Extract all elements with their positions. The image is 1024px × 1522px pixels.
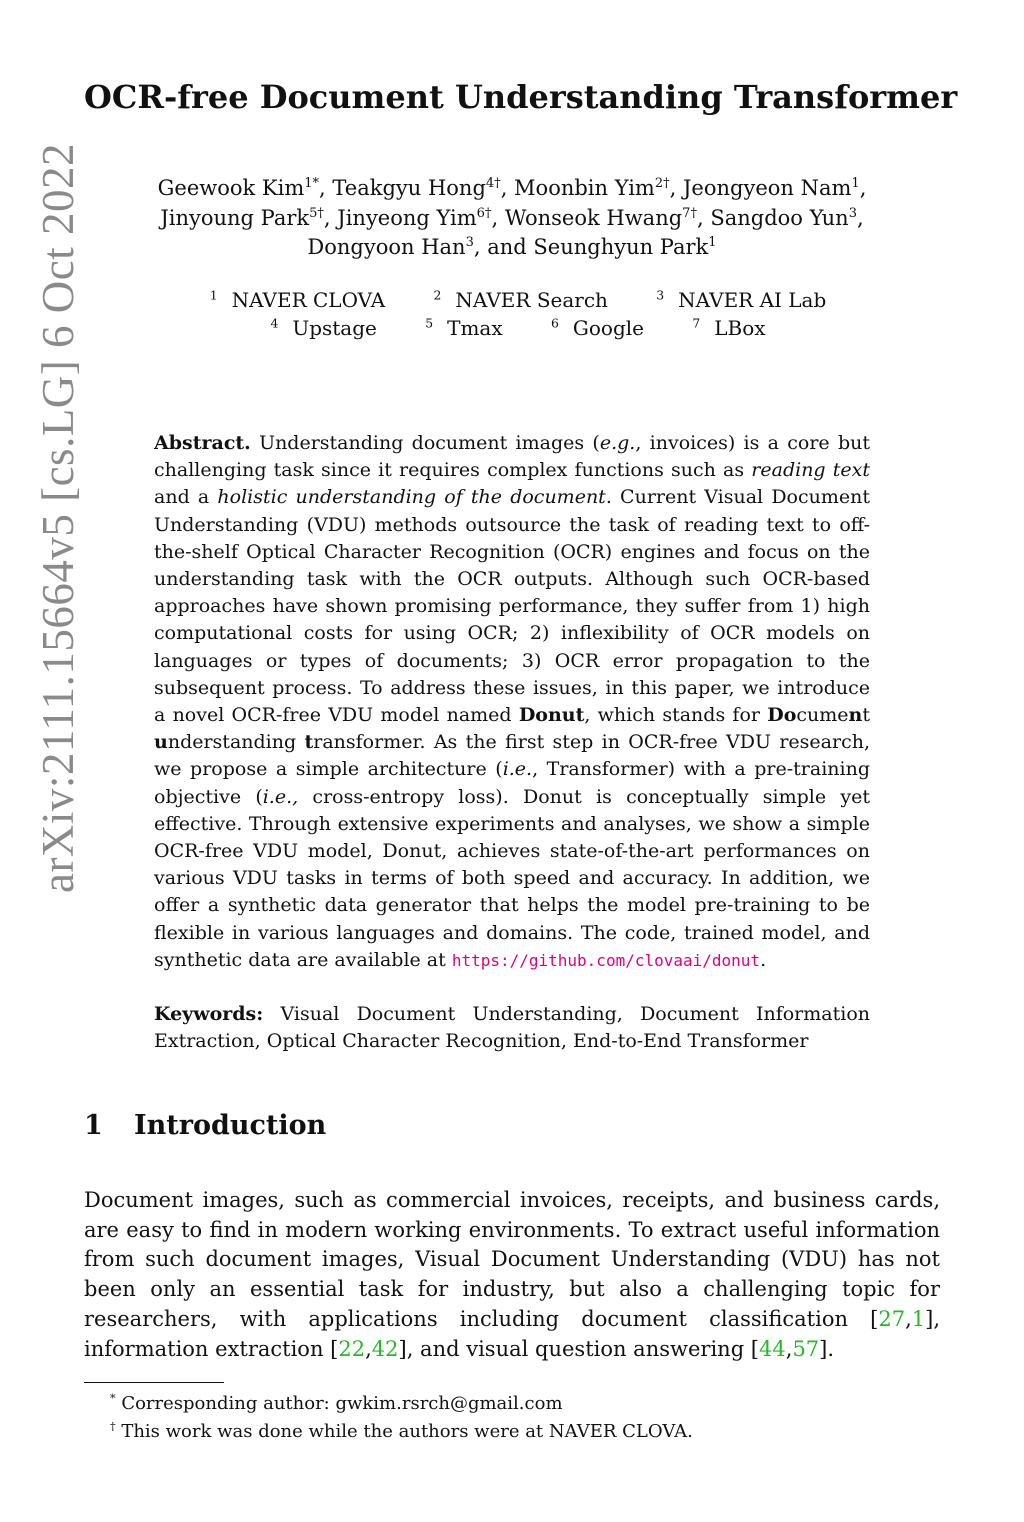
affiliation: $^2$ NAVER Search bbox=[433, 287, 608, 312]
author-list: Geewook Kim$^{1*}$, Teakgyu Hong$^{4\dagger}$, Moonbin Yim$^{2\dagger}$, Jeongyeon Nam$^1$, Jinyoung Park$^{5\dagger}$, Jinyeong Yim$^{6\dagger}$, Wonseok Hwang$^{7\dagger}$, Sangdoo Yun$^3$, Dongyoon Han$^3$, and Seunghyun Park$^1$ bbox=[157, 176, 867, 259]
citation-link[interactable]: 44 bbox=[759, 1336, 786, 1361]
abstract: Abstract. Understanding document images (e.g., invoices) is a core but challenging task since it requires complex functions such as reading text and a holistic understanding of the document. Current Visual Document Understanding (VDU) methods outsource the task of reading text to off-the-shelf Optical Character Recognition (OCR) engines and focus on the understanding task with the OCR outputs. Although such OCR-based approaches have shown promising performance, they suffer from 1) high computational costs for using OCR; 2) inflexibility of OCR models on languages or types of documents; 3) OCR error propagation to the subsequent process. To address these issues, in this paper, we introduce a novel OCR-free VDU model named Donut, which stands for Document understanding transformer. As the first step in OCR-free VDU research, we propose a simple architecture (i.e., Transformer) with a pre-training objective (i.e., cross-entropy loss). Donut is conceptually simple yet effective. Through extensive experiments and analyses, we show a simple OCR-free VDU model, Donut, achieves state-of-the-art performances on various VDU tasks in terms of both speed and accuracy. In addition, we offer a synthetic data generator that helps the model pre-training to be flexible in various languages and domains. The code, trained model, and synthetic data are available at https://github.com/clovaai/donut. bbox=[154, 432, 870, 971]
introduction-paragraph: Document images, such as commercial invoices, receipts, and business cards, are easy to find in modern working environments. To extract useful information from such document images, Visual Document Understanding (VDU) has not been only an essential task for industry, but also a challenging topic for researchers, with applications including document classification [27,1], information extraction [22,42], and visual question answering [44,57]. bbox=[84, 1188, 940, 1361]
paper-title: OCR-free Document Understanding Transformer bbox=[84, 78, 958, 116]
author: Teakgyu Hong$^{4\dagger}$ bbox=[332, 176, 501, 200]
github-link[interactable]: https://github.com/clovaai/donut bbox=[451, 950, 761, 970]
affiliation: $^7$ LBox bbox=[692, 315, 766, 340]
footnotes bbox=[110, 1390, 910, 1446]
affiliation: $^1$ NAVER CLOVA bbox=[209, 287, 386, 312]
author: Jinyeong Yim$^{6\dagger}$ bbox=[337, 205, 492, 230]
citation-link[interactable]: 57 bbox=[792, 1336, 820, 1361]
abstract-label: Abstract. bbox=[154, 432, 251, 454]
keywords: Keywords: Visual Document Understanding, Document Information Extraction, Optical Character Recognition, End-to-End Transformer bbox=[154, 1003, 870, 1053]
affiliation: $^6$ Google bbox=[551, 315, 644, 340]
model-name: Donut bbox=[518, 704, 585, 727]
author: Dongyoon Han$^3$ bbox=[307, 235, 474, 259]
citation-link[interactable]: 1 bbox=[911, 1306, 926, 1331]
affiliation: $^3$ NAVER AI Lab bbox=[656, 287, 827, 312]
arxiv-identifier: arXiv:2111.15664v5 [cs.LG] 6 Oct 2022 bbox=[33, 142, 83, 894]
citation-link[interactable]: 27 bbox=[878, 1306, 906, 1331]
citation-link[interactable]: 42 bbox=[371, 1336, 399, 1361]
author: Geewook Kim$^{1*}$ bbox=[157, 176, 320, 200]
author: Moonbin Yim$^{2\dagger}$ bbox=[514, 176, 670, 200]
footnote-naver-clova: † This work was done while the authors were at NAVER CLOVA. bbox=[110, 1420, 693, 1442]
footnote-corresponding-author: * Corresponding author: gwkim.rsrch@gmail.com bbox=[110, 1392, 563, 1414]
author: Jeongyeon Nam$^1$ bbox=[683, 176, 860, 200]
section-heading-introduction: 1 Introduction bbox=[84, 1110, 327, 1141]
author: Sangdoo Yun$^3$ bbox=[710, 205, 857, 230]
affiliation-list bbox=[190, 286, 860, 342]
affiliation: $^5$ Tmax bbox=[425, 315, 503, 340]
affiliation: $^4$ Upstage bbox=[270, 315, 377, 340]
author: and Seunghyun Park$^1$ bbox=[487, 235, 717, 259]
keywords-label: Keywords: bbox=[154, 1003, 264, 1025]
footnote-divider bbox=[84, 1382, 224, 1383]
author: Jinyoung Park$^{5\dagger}$ bbox=[160, 205, 324, 230]
citation-link[interactable]: 22 bbox=[338, 1336, 366, 1361]
author: Wonseok Hwang$^{7\dagger}$ bbox=[504, 205, 697, 230]
